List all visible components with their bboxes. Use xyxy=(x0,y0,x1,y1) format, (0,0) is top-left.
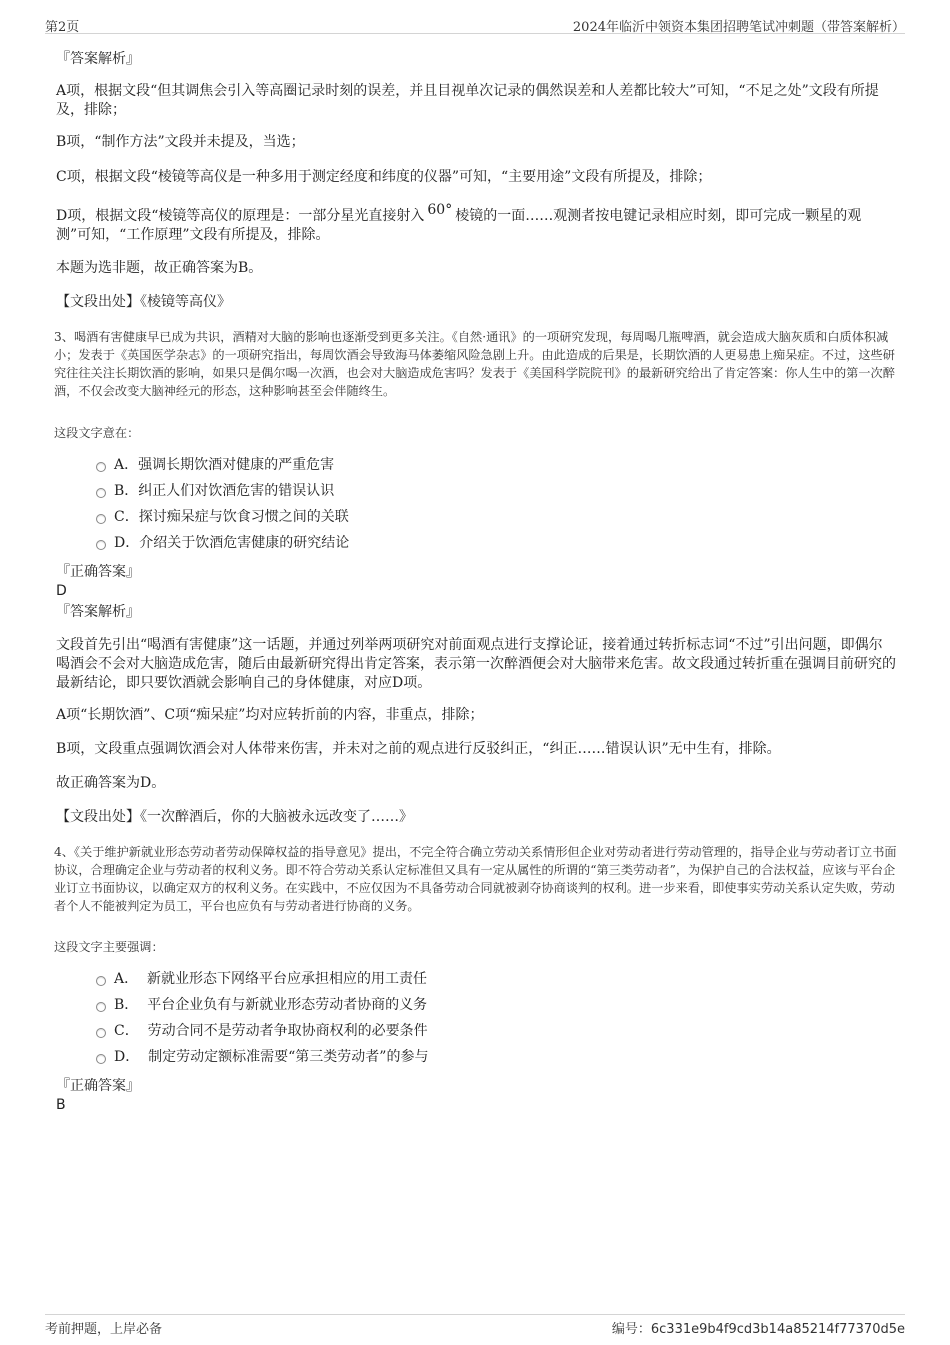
q3-analysis-b: B项，文段重点强调饮酒会对人体带来伤害，并未对之前的观点进行反驳纠正，“纠正……错误认识”无中生有，排除。 xyxy=(56,741,781,757)
radio-button[interactable] xyxy=(96,540,106,550)
q3-option-a[interactable]: A．强调长期饮酒对健康的严重危害 xyxy=(96,454,696,480)
radio-button[interactable] xyxy=(96,1002,106,1012)
q4-question: 这段文字主要强调： xyxy=(54,940,164,954)
q2-analysis-c: C项，根据文段“棱镜等高仪是一种多用于测定经度和纬度的仪器”可知，“主要用途”文段有所提及，排除； xyxy=(56,169,712,185)
radio-button[interactable] xyxy=(96,514,106,524)
q3-options xyxy=(96,454,696,558)
footer-slogan: 考前押题，上岸必备 xyxy=(45,1322,163,1337)
angle-superscript: 60° xyxy=(427,202,453,218)
document-title: 2024年临沂中领资本集团招聘笔试冲刺题（带答案解析） xyxy=(572,20,905,35)
q2-analysis-a: A项，根据文段“但其调焦会引入等高圈记录时刻的误差，并且目视单次记录的偶然误差和人差都比较大”可知，“不足之处”文段有所提及，排除； xyxy=(56,83,879,118)
q2-conclusion: 本题为选非题，故正确答案为B。 xyxy=(56,260,263,276)
q4-option-b[interactable]: B． 平台企业负有与新就业形态劳动者协商的义务 xyxy=(96,994,696,1020)
q4-answer: B xyxy=(56,1097,66,1113)
q2-analysis-label: 『答案解析』 xyxy=(56,51,140,67)
q4-option-c[interactable]: C． 劳动合同不是劳动者争取协商权利的必要条件 xyxy=(96,1020,696,1046)
code-label: 编号： xyxy=(611,1322,651,1337)
q4-option-a[interactable]: A． 新就业形态下网络平台应承担相应的用工责任 xyxy=(96,968,696,994)
q3-analysis-main: 文段首先引出“喝酒有害健康”这一话题，并通过列举两项研究对前面观点进行支撑论证，接着通过转折标志词“不过”引出问题，即偶尔喝酒会不会对大脑造成危害，随后由最新研究得出肯定答案，表示第一次醉酒便会对大脑带来危害。故文段通过转折重在强调目前研究的最新结论，即只要饮酒就会影响自己的身体健康，对应D项。 xyxy=(56,637,896,691)
q2-analysis-b: B项，“制作方法”文段并未提及，当选； xyxy=(56,134,305,150)
q3-question: 这段文字意在： xyxy=(54,426,140,440)
q3-conclusion: 故正确答案为D。 xyxy=(56,775,166,791)
q3-answer-label: 『正确答案』 xyxy=(56,564,140,580)
code-value: 6c331e9b4f9cd3b14a85214f77370d5e xyxy=(650,1322,905,1337)
q4-options xyxy=(96,968,696,1072)
page-footer xyxy=(45,1314,905,1337)
radio-button[interactable] xyxy=(96,1054,106,1064)
radio-button[interactable] xyxy=(96,462,106,472)
page-header xyxy=(45,14,905,34)
q3-source: 【文段出处】《一次醉酒后，你的大脑被永远改变了……》 xyxy=(56,809,413,825)
q2-analysis-d-start: D项，根据文段“棱镜等高仪的原理是：一部分星光直接射入 xyxy=(56,208,425,224)
q3-analysis-ac: A项“长期饮酒”、C项“痴呆症”均对应转折前的内容，非重点，排除； xyxy=(56,707,484,723)
q2-source: 【文段出处】《棱镜等高仪》 xyxy=(56,294,231,310)
q3-option-b[interactable]: B．纠正人们对饮酒危害的错误认识 xyxy=(96,480,696,506)
q3-analysis-label: 『答案解析』 xyxy=(56,604,140,620)
q2-analysis-d-end: 棱镜的一面……观测者按电键记录相应时刻，即可完成一颗星的观测”可知，“工作原理”文段有所提及，排除。 xyxy=(56,208,862,243)
document-code xyxy=(612,1318,905,1337)
page-number: 第2页 xyxy=(45,20,80,35)
q2-analysis-d xyxy=(56,202,896,245)
radio-button[interactable] xyxy=(96,976,106,986)
q3-option-c[interactable]: C．探讨痴呆症与饮食习惯之间的关联 xyxy=(96,506,696,532)
radio-button[interactable] xyxy=(96,1028,106,1038)
q3-passage: 3、喝酒有害健康早已成为共识，酒精对大脑的影响也逐渐受到更多关注。《自然·通讯》的一项研究发现，每周喝几瓶啤酒，就会造成大脑灰质和白质体积减小；发表于《英国医学杂志》的一项研究指出，每周饮酒会导致海马体萎缩风险急剧上升。由此造成的后果是，长期饮酒的人更易患上痴呆症。不过，这些研究往往关注长期饮酒的影响，如果只是偶尔喝一次酒，也会对大脑造成危害吗？发表于《美国科学院院刊》的最新研究给出了肯定答案：你人生中的第一次醉酒，不仅会改变大脑神经元的形态，这种影响甚至会伴随终生。 xyxy=(54,330,895,398)
q3-answer: D xyxy=(56,583,67,599)
q3-option-d[interactable]: D．介绍关于饮酒危害健康的研究结论 xyxy=(96,532,696,558)
q4-option-d[interactable]: D． 制定劳动定额标准需要“第三类劳动者”的参与 xyxy=(96,1046,696,1072)
radio-button[interactable] xyxy=(96,488,106,498)
q4-answer-label: 『正确答案』 xyxy=(56,1078,140,1094)
q4-passage: 4、《关于维护新就业形态劳动者劳动保障权益的指导意见》提出，不完全符合确立劳动关系情形但企业对劳动者进行劳动管理的，指导企业与劳动者订立书面协议，合理确定企业与劳动者的权利义务。即不符合劳动关系认定标准但又具有一定从属性的所谓的“第三类劳动者”，为保护自己的合法权益，应该与平台企业订立书面协议，以确定双方的权利义务。在实践中，不应仅因为不具备劳动合同就被剥夺协商谈判的权利。进一步来看，即使事实劳动关系认定失败，劳动者个人不能被判定为员工，平台也应负有与劳动者进行协商的义务。 xyxy=(54,845,897,913)
